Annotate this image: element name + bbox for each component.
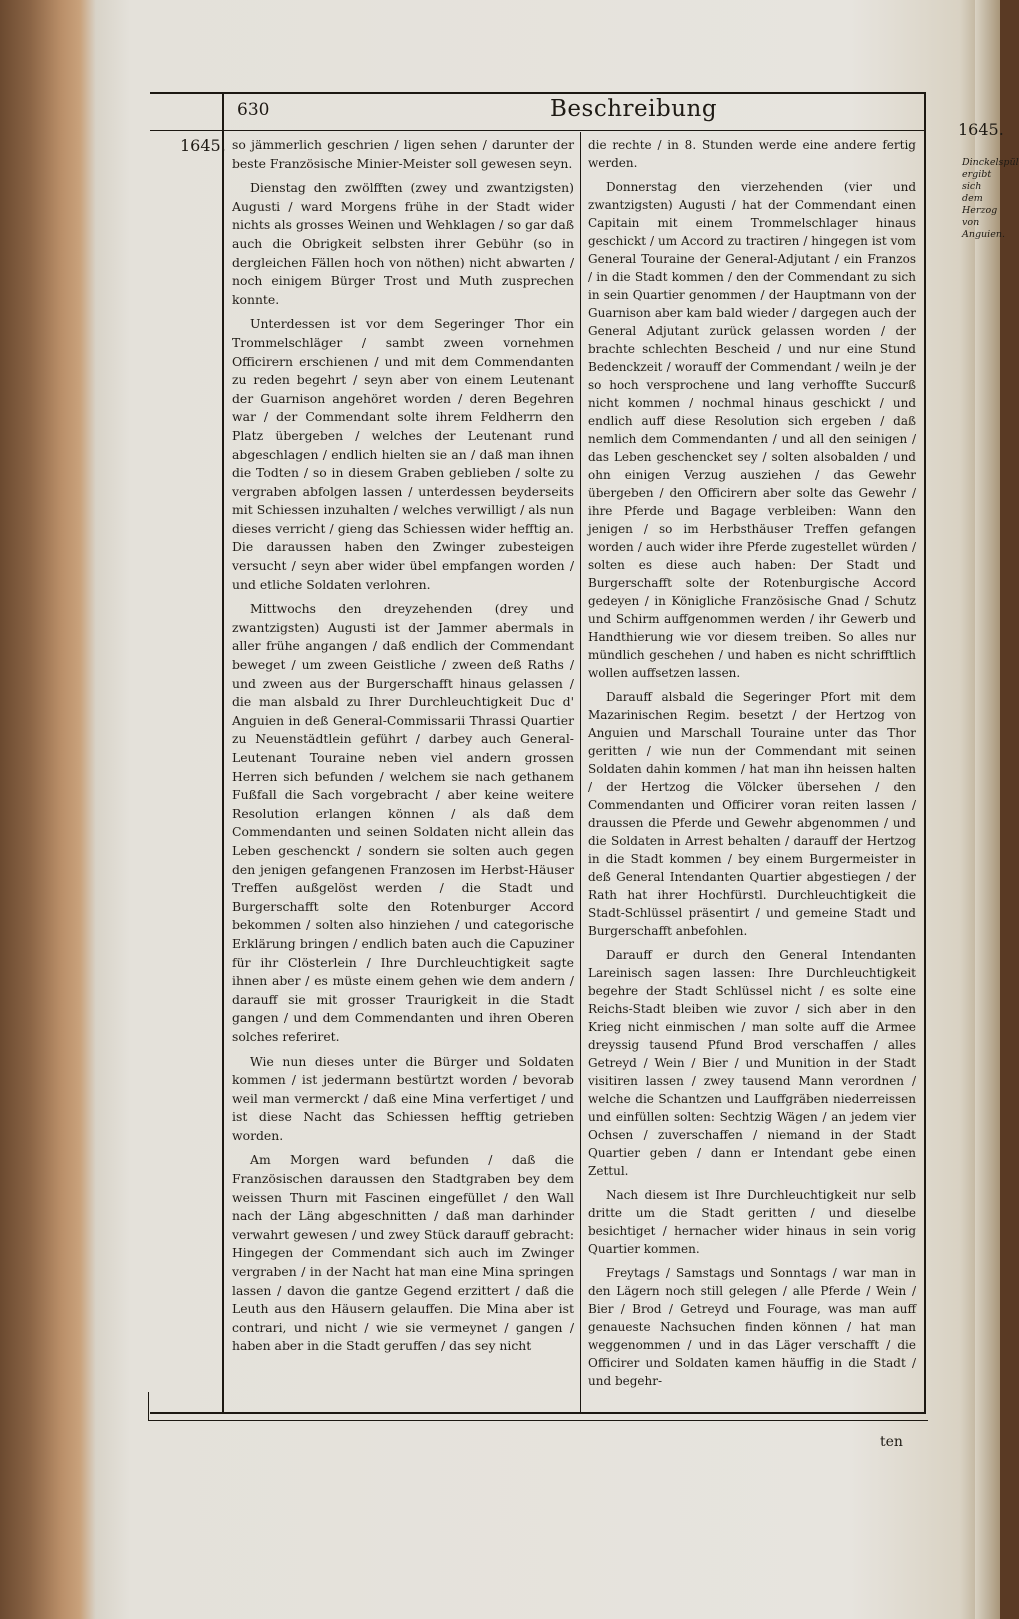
paragraph: Dienstag den zwölfften (zwey und zwantzigsten) Augusti / ward Morgens frühe in der Stadt wider nichts als grosses Weinen und Wehklagen / so gar daß auch die Obrigkeit selbsten ihrer Gebühr (so in dergleichen Fällen hoch von nöthen) nicht abwarten / noch einigem Bürger Trost und Muth zusprechen konnte.	[232, 180, 574, 307]
year-marginal-right: 1645.	[958, 120, 1004, 139]
year-marginal-left: 1645.	[180, 136, 226, 155]
paragraph: Darauff er durch den General Intendanten Lareinisch sagen lassen: Ihre Durchleuchtigkeit begehre der Stadt Schlüssel nicht / es solte eine Reichs-Stadt bleiben wie zuvor / sich aber in den Krieg nicht einmischen / man solte auff die Armee dreyssig tausend Pfund Brod verschaffen / alles Getreyd / Wein / Bier / und Munition in der Stadt visitiren lassen / zwey tausend Mann verordnen / welche die Schantzen und Lauffgräben niederreissen und einfüllen solten: Sechtzig Wägen / an jedem vier Ochsen / zuverschaffen / niemand in der Stadt Quartier geben / dann er Intendant gebe einen Zettul.	[588, 948, 916, 1178]
bottom-rule	[150, 1412, 926, 1414]
running-title: Beschreibung	[550, 96, 718, 122]
paragraph: Freytags / Samstags und Sonntags / war man in den Lägern noch still gelegen / alle Pferde / Wein / Bier / Brod / Getreyd und Fourage, was man auff genaueste Nachsuchen finden können / hat man weggenommen / und in das Läger verschafft / die Officirer und Soldaten kamen häuffig in die Stadt / und begehr-	[588, 1266, 916, 1388]
running-head	[150, 92, 950, 132]
paragraph: Am Morgen ward befunden / daß die Französischen daraussen den Stadtgraben bey dem weissen Thurn mit Fascinen eingefüllet / den Wall nach der Läng abgeschnitten / daß man darhinder verwahrt gewesen / und zwey Stück darauff gebracht: Hingegen der Commendant sich auch im Zwinger vergraben / in der Nacht hat man eine Mina springen lassen / davon die gantze Gegend erzittert / daß die Leuth aus den Häusern gelauffen. Die Mina aber ist contrari, und nicht / wie sie vermeynet / gangen / haben aber in die Stadt geruffen / das sey nicht	[232, 1152, 574, 1354]
right-text-column	[588, 136, 916, 1396]
left-text-column	[232, 136, 574, 1362]
text-frame	[150, 92, 1019, 1472]
page-number: 630	[237, 100, 270, 120]
column-divider	[580, 132, 581, 1412]
paragraph: Wie nun dieses unter die Bürger und Soldaten kommen / ist jedermann bestürtzt worden / bevorab weil man vermerckt / daß eine Mina verfertiget / und ist diese Nacht das Schiessen hefftig getrieben worden.	[232, 1053, 574, 1143]
page-edge	[975, 0, 1000, 1619]
paragraph: Darauff alsbald die Segeringer Pfort mit dem Mazarinischen Regim. besetzt / der Hertzog von Anguien und Marschall Touraine unter das Thor geritten / wie nun der Commendant mit seinen Soldaten dahin kommen / hat man ihn heissen halten / der Hertzog die Völcker übersehen / den Commendanten und Officirer voran reiten lassen / draussen die Pferde und Gewehr abgenommen / und die Soldaten in Arrest behalten / darauff der Hertzog in die Stadt kommen / bey einem Burgermeister in deß General Intendanten Quartier abgestiegen / der Rath hat ihrer Hochfürstl. Durchleuchtigkeit die Stadt-Schlüssel präsentirt / und gemeine Stadt und Burgerschafft anbefohlen.	[588, 690, 916, 938]
paragraph: Mittwochs den dreyzehenden (drey und zwantzigsten) Augusti ist der Jammer abermals in aller frühe angangen / daß endlich der Commendant beweget / um zween Geistliche / zween deß Raths / und zween aus der Burgerschafft hinaus gelassen / die man alsbald zu Ihrer Durchleuchtigkeit Duc d' Anguien in deß General-Commissarii Thrassi Quartier zu Neuenstädtlein geführt / darbey auch General-Leutenant Touraine neben viel andern grossen Herren sich befunden / welchem sie nach gethanem Fußfall die Sach vorgebracht / aber keine weitere Resolution erlangen können / als daß dem Commendanten und seinen Soldaten nicht allein das Leben geschenckt / sondern sie solten auch gegen den jenigen gefangenen Franzosen im Herbst-Häuser Treffen außgelöst werden / die Stadt und Burgerschafft solte den Rotenburger Accord bekommen / solten also hinziehen / und categorische Erklärung bringen / endlich baten auch die Capuziner für ihr Clösterlein / Ihre Durchleuchtigkeit sagte ihnen aber / es müste einem gehen wie dem andern / darauff sie mit grosser Traurigkeit in die Stadt gangen / und dem Commendanten und ihren Oberen solches referiret.	[232, 601, 574, 1044]
outer-left-rule	[148, 1392, 149, 1421]
left-frame-rule	[222, 92, 224, 1412]
right-frame-rule	[924, 92, 926, 1412]
paragraph: die rechte / in 8. Stunden werde eine andere fertig werden.	[588, 138, 916, 170]
bottom-rule-outer	[148, 1420, 928, 1421]
paragraph: Donnerstag den vierzehenden (vier und zwantzigsten) Augusti / hat der Commendant einen Capitain mit einem Trommelschlager hinaus geschickt / um Accord zu tractiren / hingegen ist vom General Touraine der General-Adjutant / ein Franzos / in die Stadt kommen / den der Commendant zu sich in sein Quartier genommen / der Hauptmann von der Guarnison aber kam bald wieder / dargegen auch der General Adjutant zurück gelassen worden / der brachte schlechten Bescheid / und nur eine Stund Bedenckzeit / worauff der Commendant / weiln je der so hoch versprochene und lang verhoffte Succurß nicht kommen / nochmal hinaus geschickt / und endlich auff diese Resolution sich ergeben / daß nemlich dem Commendanten / und all den seinigen / das Leben geschencket sey / solten alsobalden / und ohn einigen Verzug ausziehen / das Gewehr übergeben / den Officirern aber solte das Gewehr / ihre Pferde und Bagage verbleiben: Wann den jenigen / so im Herbsthäuser Treffen gefangen worden / auch wider ihre Pferde zugestellet würden / solten es diese auch haben: Der Stadt und Burgerschafft solte der Rotenburgische Accord gedeyen / in Königliche Französische Gnad / Schutz und Schirm auffgenommen werden / ihr Gewerb und Handthierung wie vor diesem treiben. So alles nur mündlich geschehen / und haben es nicht schrifftlich wollen auffsetzen lassen.	[588, 180, 916, 680]
marginal-note: Dinckelspül ergibt sich dem Herzog von Anguien.	[962, 157, 1019, 240]
paragraph: so jämmerlich geschrien / ligen sehen / darunter der beste Französische Minier-Meister soll gewesen seyn.	[232, 137, 574, 171]
paragraph: Nach diesem ist Ihre Durchleuchtigkeit nur selb dritte um die Stadt geritten / und dieselbe besichtiget / hernacher wider hinaus in sein vorig Quartier kommen.	[588, 1188, 916, 1256]
paragraph: Unterdessen ist vor dem Segeringer Thor ein Trommelschläger / sambt zween vornehmen Officirern erschienen / und mit dem Commendanten zu reden begehrt / seyn aber von einem Leutenant der Guarnison angehöret worden / deren Begehren war / der Commendant solte ihrem Feldherrn den Platz übergeben / welches der Leutenant rund abgeschlagen / endlich hielten sie an / daß man ihnen die Todten / so in diesem Graben geblieben / solte zu vergraben abfolgen lassen / unterdessen beyderseits mit Schiessen inzuhalten / welches verwilligt / als nun dieses verricht / gieng das Schiessen wider hefftig an. Die daraussen haben den Zwinger zubesteigen versucht / seyn aber wider übel empfangen worden / und etliche Soldaten verlohren.	[232, 316, 574, 592]
catchword: ten	[880, 1434, 903, 1450]
